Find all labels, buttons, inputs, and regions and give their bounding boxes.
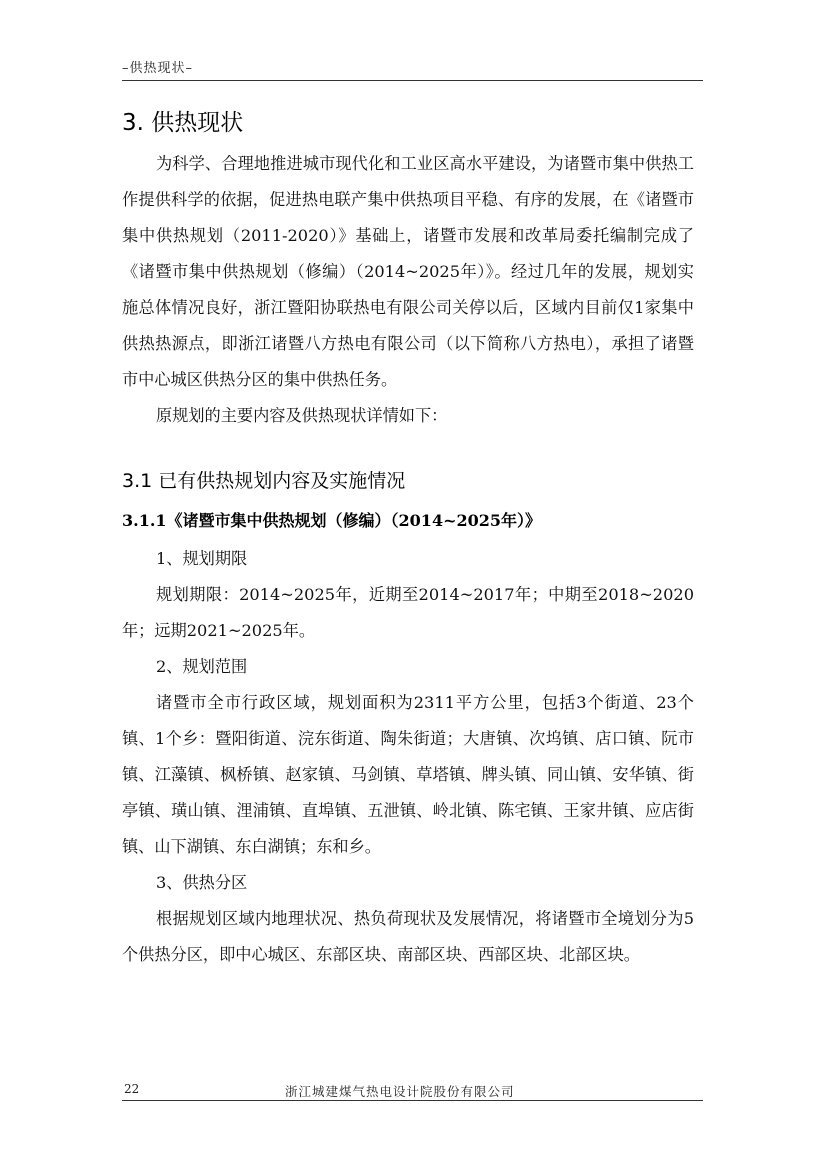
item-1-body: 规划期限：2014~2025年，近期至2014~2017年；中期至2018~2020年；远期2021~2025年。: [122, 585, 694, 640]
section-title: 3. 供热现状: [122, 110, 244, 136]
running-header: –供热现状–: [122, 61, 194, 76]
intro-lead-paragraph: 原规划的主要内容及供热现状详情如下：: [156, 406, 448, 425]
header-rule: [122, 80, 703, 81]
item-3-body: 根据规划区域内地理状况、热负荷现状及发展情况，将诸暨市全境划分为5个供热分区，即中心城区、东部区块、南部区块、西部区块、北部区块。: [122, 909, 694, 964]
item-3-title: 3、供热分区: [156, 873, 248, 892]
item-2-body: 诸暨市全市行政区域，规划面积为2311平方公里，包括3个街道、23个镇、1个乡：暨阳街道、浣东街道、陶朱街道；大唐镇、次坞镇、店口镇、阮市镇、江藻镇、枫桥镇、赵家镇、马剑镇、草塔镇、牌头镇、同山镇、安华镇、街亭镇、璜山镇、浬浦镇、直埠镇、五泄镇、岭北镇、陈宅镇、王家井镇、应店街镇、山下湖镇、东白湖镇；东和乡。: [122, 693, 694, 856]
item-1-title: 1、规划期限: [156, 549, 248, 568]
page-number: 22: [124, 1082, 140, 1096]
footer-rule: [122, 1100, 703, 1101]
item-2-title: 2、规划范围: [156, 657, 248, 676]
footer-organization: 浙江城建煤气热电设计院股份有限公司: [285, 1084, 515, 1099]
subsection-title: 3.1 已有供热规划内容及实施情况: [122, 470, 406, 492]
subsubsection-title: 3.1.1《诸暨市集中供热规划（修编）（2014~2025年）》: [122, 511, 542, 530]
intro-paragraph: 为科学、合理地推进城市现代化和工业区高水平建设，为诸暨市集中供热工作提供科学的依据，促进热电联产集中供热项目平稳、有序的发展，在《诸暨市集中供热规划（2011-2020）》基础上，诸暨市发展和改革局委托编制完成了《诸暨市集中供热规划（修编）（2014~2025年）》。经过几年的发展，规划实施总体情况良好，浙江暨阳协联热电有限公司关停以后，区域内目前仅1家集中供热热源点，即浙江诸暨八方热电有限公司（以下简称八方热电），承担了诸暨市中心城区供热分区的集中供热任务。: [122, 154, 694, 389]
